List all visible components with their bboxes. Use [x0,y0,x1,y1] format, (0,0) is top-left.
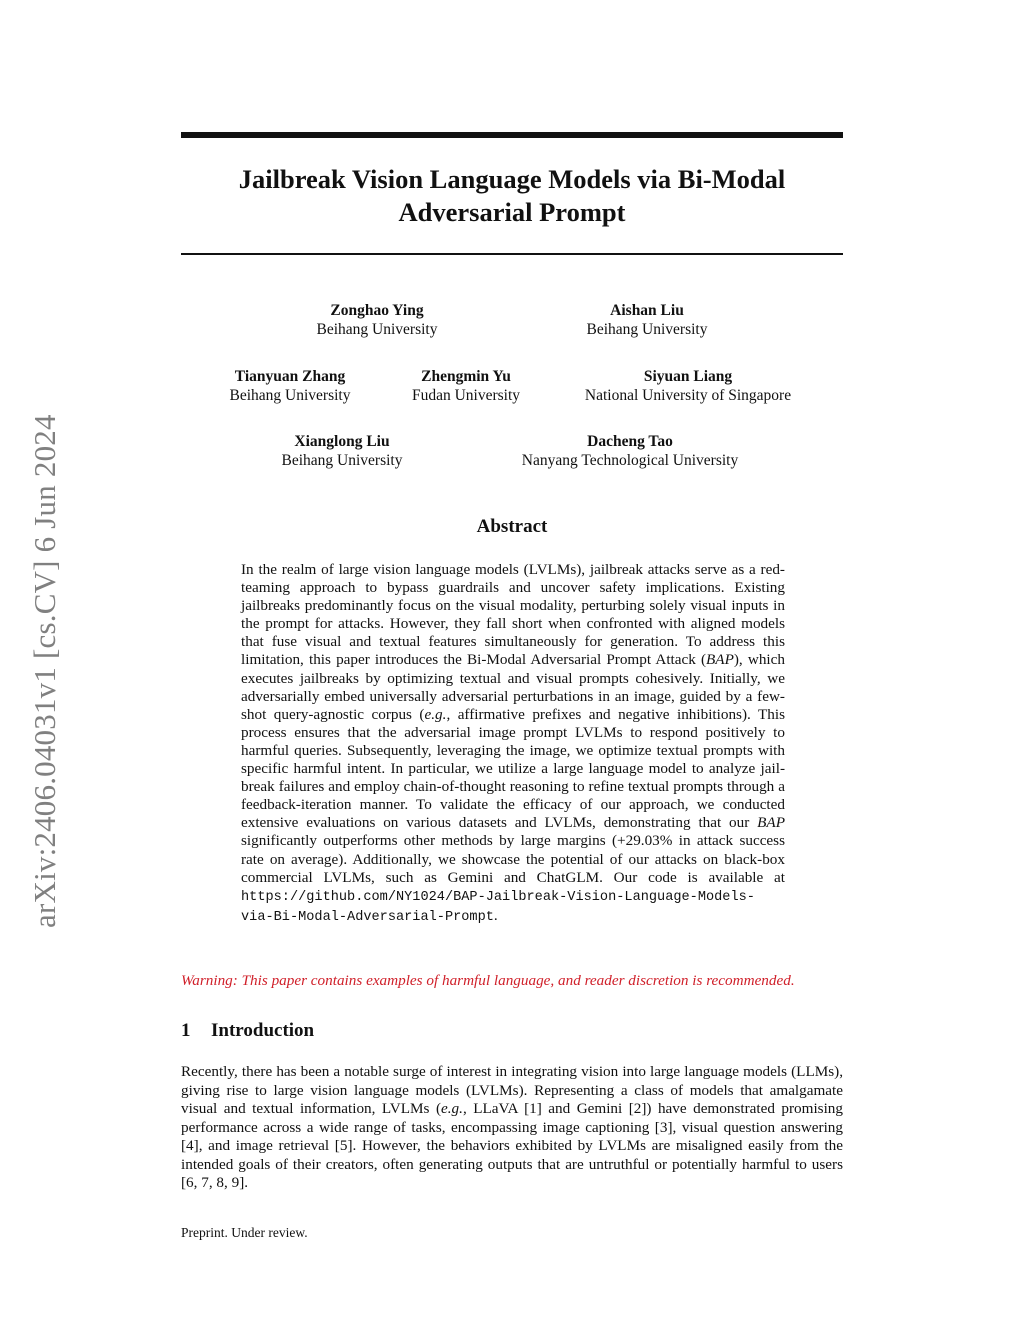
content-warning: Warning: This paper contains examples of harmful language, and reader discretion is recommended. [181,972,795,989]
abstract-body [241,561,785,927]
eg-term: e.g. [441,1100,463,1117]
author-block [277,301,477,339]
abstract-text: significantly outperforms other methods by large margins (+29.03% in attack success rate on average). Additionally, we showcase the potential of our attacks on black-box commercial LVLMs, such as Gemini and ChatGLM. Our code is available at [241,832,785,886]
title-rule-bottom [181,253,843,255]
author-affiliation: Fudan University [411,387,521,404]
title-line-2: Adversarial Prompt [398,197,626,227]
author-block [547,301,747,339]
bap-term: BAP [757,814,785,832]
arxiv-stamp: arXiv:2406.04031v1 [cs.CV] 6 Jun 2024 [27,414,62,928]
author-block [568,367,808,405]
section-title: Introduction [211,1020,315,1041]
title-rule-top [181,132,843,138]
intro-text: Recently, there has been a notable surge of interest in integrating vision into large language models (LLMs), giving rise to large vision language models (LVLMs). Representing a class of models that amalgamate visual and textual information, LVLMs ( [181,1063,843,1117]
footer-note: Preprint. Under review. [181,1225,308,1240]
author-affiliation: Beihang University [586,321,708,338]
code-link[interactable]: https://github.com/NY1024/BAP-Jailbreak-Vision-Lan​guage-Models-via-Bi-Modal-Adversarial-Prompt [241,889,755,925]
author-block [396,367,536,405]
author-name: Zonghao Ying [330,302,424,319]
author-affiliation: Beihang University [281,452,403,469]
eg-term: e.g. [424,705,447,723]
author-affiliation: Nanyang Technological University [521,452,739,469]
bap-term: BAP [706,651,734,669]
author-affiliation: Beihang University [316,321,438,338]
author-block [500,432,760,470]
author-affiliation: National University of Singapore [584,387,792,404]
author-name: Siyuan Liang [643,368,733,385]
author-name: Tianyuan Zhang [234,368,346,385]
section-number: 1 [181,1020,191,1041]
author-affiliation: Beihang University [229,387,351,404]
author-name: Xianglong Liu [294,433,390,450]
author-name: Dacheng Tao [587,433,673,450]
author-block [262,432,422,470]
section-heading [181,1019,314,1043]
abstract-heading: Abstract [476,516,548,537]
abstract-text: . [493,906,498,924]
abstract-text: ), which executes jailbreaks by optimizing textual and visual prompts cohesively. Initially, we adversarially embed universally adversarial perturbations in an image, guided by a few-shot query-agnostic corpus ( [241,651,785,723]
intro-paragraph [181,1063,843,1193]
intro-text: , LLaVA [1] and Gemini [2]) have demonstrated promising performance across a wide range of tasks, encompassing image captioning [3], visual question answering [4], and image retrieval [5]. However, the behaviors exhibited by LVLMs are misaligned easily from the intended goals of their creators, often generating outputs that are untruthful or potentially harmful to users [6, 7, 8, 9]. [181,1100,843,1191]
author-name: Aishan Liu [610,302,684,319]
abstract-text: , affirmative prefixes and negative inhibitions). This process ensures that the adversarial image prompt LVLMs to respond positively to harmful queries. Subsequently, leveraging the image, we optimize textual prompts with specific harmful intent. In particular, we utilize a large language model to analyze jailbreak failures and employ chain-of-thought reasoning to refine textual prompts through a feedback-iteration manner. To validate the efficacy of our approach, we conducted extensive evaluations on various datasets and LVLMs, demonstrating that our [241,705,786,832]
author-name: Zhengmin Yu [421,368,511,385]
title-line-1: Jailbreak Vision Language Models via Bi-Modal [238,164,786,194]
author-block [210,367,370,405]
abstract-text: In the realm of large vision language models (LVLMs), jailbreak attacks serve as a red-teaming approach to bypass guardrails and uncover safety implications. Existing jailbreaks predominantly focus on the visual modality, perturbing solely visual inputs in the prompt for attacks. However, they fall short when confronted with aligned models that fuse visual and textual features simultaneously for generation. To address this limitation, this paper introduces the Bi-Modal Adversarial Prompt Attack ( [241,561,785,669]
paper-title [181,163,843,229]
